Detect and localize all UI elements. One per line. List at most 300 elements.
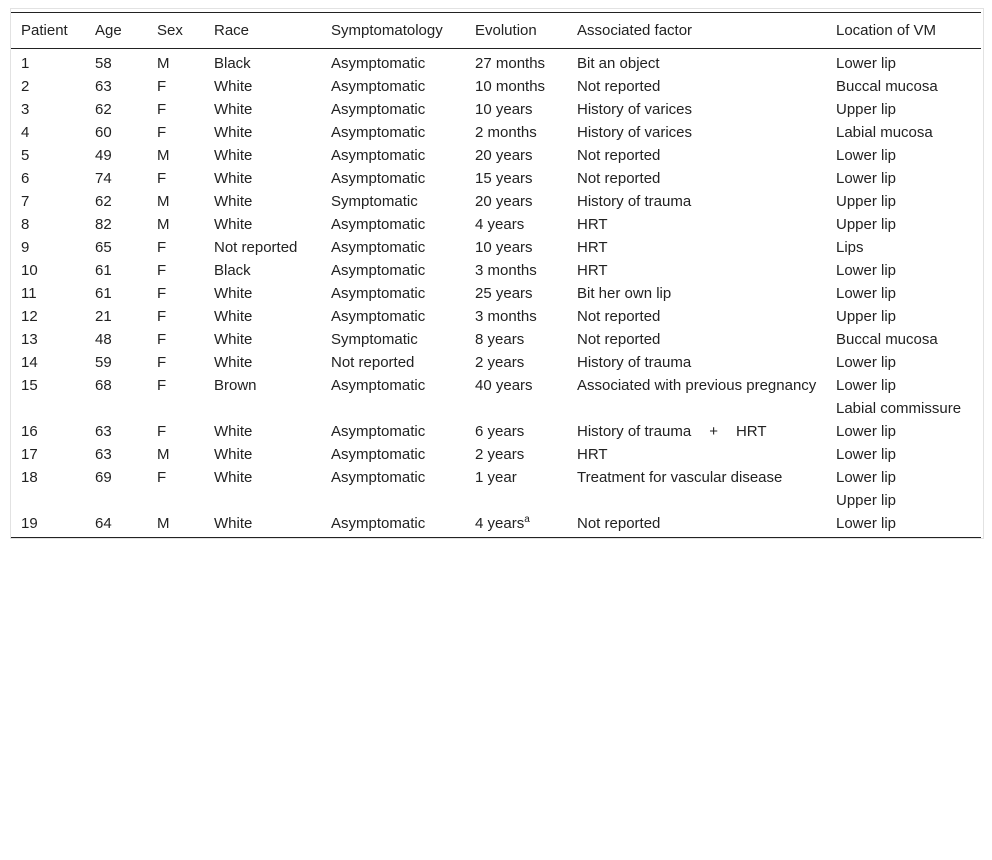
- cell-patient-text: 6: [21, 170, 30, 187]
- cell-symptomatology-text: Asymptomatic: [331, 469, 426, 486]
- cell-patient: [11, 305, 85, 328]
- cell-race-text: White: [214, 469, 253, 486]
- cell-symptomatology-text: Asymptomatic: [331, 446, 426, 463]
- cell-age-text: 61: [95, 262, 112, 279]
- cell-patient-text: 15: [21, 377, 38, 394]
- cell-location: [826, 489, 981, 512]
- cell-sex-text: M: [157, 515, 170, 532]
- cell-evolution-text: 8 years: [475, 331, 525, 348]
- cell-race: [204, 466, 321, 489]
- cell-race: [204, 121, 321, 144]
- cell-age: [85, 305, 147, 328]
- cell-patient: [11, 213, 85, 236]
- cell-evolution-text: 2 years: [475, 354, 525, 371]
- cell-race: [204, 512, 321, 538]
- cell-age: [85, 236, 147, 259]
- header-associated-factor: Associated factor: [577, 22, 693, 39]
- cell-location-text: Lower lip: [836, 55, 897, 72]
- cell-evolution: [465, 144, 567, 167]
- cell-location: [826, 466, 981, 489]
- table-body: [11, 49, 981, 538]
- cell-race-text: Black: [214, 55, 251, 72]
- cell-evolution: [465, 328, 567, 351]
- table-row: [11, 374, 981, 397]
- cell-sex-text: F: [157, 285, 167, 302]
- cell-associated-factor: [567, 351, 826, 374]
- cell-age: [85, 443, 147, 466]
- header-race: Race: [214, 22, 250, 39]
- cell-evolution: [465, 397, 567, 420]
- cell-evolution: [465, 305, 567, 328]
- cell-sex: [147, 443, 204, 466]
- cell-patient: [11, 466, 85, 489]
- cell-location: [826, 98, 981, 121]
- cell-race: [204, 167, 321, 190]
- cell-evolution-text: 3 months: [475, 262, 537, 279]
- cell-associated-factor: [567, 190, 826, 213]
- cell-sex-text: F: [157, 170, 167, 187]
- cell-patient: [11, 144, 85, 167]
- cell-patient: [11, 397, 85, 420]
- cell-location: [826, 397, 981, 420]
- cell-sex: [147, 374, 204, 397]
- cell-symptomatology: [321, 98, 465, 121]
- cell-patient-text: 12: [21, 308, 38, 325]
- cell-location-text: Labial commissure: [836, 400, 962, 417]
- cell-evolution: [465, 121, 567, 144]
- cell-patient-text: 5: [21, 147, 30, 164]
- cell-associated-factor-text: Not reported: [577, 170, 661, 187]
- cell-associated-factor-text: Associated with previous pregnancy: [577, 377, 817, 394]
- cell-patient: [11, 489, 85, 512]
- cell-associated-factor-text: HRT: [577, 239, 608, 256]
- cell-symptomatology: [321, 121, 465, 144]
- cell-sex: [147, 466, 204, 489]
- cell-age-text: 82: [95, 216, 112, 233]
- cell-symptomatology-text: Symptomatic: [331, 193, 418, 210]
- cell-symptomatology-text: Asymptomatic: [331, 262, 426, 279]
- cell-location-text: Lower lip: [836, 354, 897, 371]
- cell-sex: [147, 512, 204, 538]
- cell-evolution-text: 1 year: [475, 469, 517, 486]
- cell-age-text: 63: [95, 446, 112, 463]
- cell-evolution-text: 4 years: [475, 515, 525, 532]
- cell-associated-factor: [567, 512, 826, 538]
- cell-age-text: 65: [95, 239, 112, 256]
- cell-age: [85, 420, 147, 443]
- cell-evolution: [465, 190, 567, 213]
- cell-location-text: Lower lip: [836, 285, 897, 302]
- cell-evolution-text: 15 years: [475, 170, 533, 187]
- table-row: [11, 144, 981, 167]
- cell-location: [826, 282, 981, 305]
- cell-race: [204, 213, 321, 236]
- cell-location-text: Lower lip: [836, 147, 897, 164]
- cell-associated-factor-text: History of trauma: [577, 193, 692, 210]
- cell-symptomatology-text: Not reported: [331, 354, 415, 371]
- cell-evolution-text: 6 years: [475, 423, 525, 440]
- cell-sex-text: F: [157, 308, 167, 325]
- factor-part: HRT: [735, 423, 767, 440]
- header-location: Location of VM: [836, 22, 937, 39]
- cell-patient-text: 18: [21, 469, 38, 486]
- cell-location: [826, 213, 981, 236]
- cell-age: [85, 282, 147, 305]
- cell-associated-factor: [567, 167, 826, 190]
- cell-race-text: White: [214, 285, 253, 302]
- cell-associated-factor: [567, 305, 826, 328]
- cell-patient: [11, 75, 85, 98]
- cell-symptomatology: [321, 420, 465, 443]
- cell-age: [85, 75, 147, 98]
- cell-sex: [147, 167, 204, 190]
- cell-patient-text: 17: [21, 446, 38, 463]
- cell-sex-text: F: [157, 124, 167, 141]
- cell-symptomatology: [321, 512, 465, 538]
- cell-evolution-text: 2 years: [475, 446, 525, 463]
- cell-evolution: [465, 374, 567, 397]
- cell-evolution-text: 40 years: [475, 377, 533, 394]
- cell-patient: [11, 443, 85, 466]
- cell-patient: [11, 328, 85, 351]
- cell-sex-text: F: [157, 423, 167, 440]
- cell-evolution-text: 2 months: [475, 124, 537, 141]
- cell-sex-text: M: [157, 55, 170, 72]
- header-symptomatology: Symptomatology: [331, 22, 443, 39]
- cell-sex: [147, 213, 204, 236]
- cell-age: [85, 49, 147, 76]
- cell-symptomatology: [321, 443, 465, 466]
- cell-patient-text: 9: [21, 239, 30, 256]
- cell-patient-text: 19: [21, 515, 38, 532]
- cell-sex: [147, 282, 204, 305]
- cell-evolution: [465, 98, 567, 121]
- cell-evolution: [465, 75, 567, 98]
- cell-location: [826, 190, 981, 213]
- cell-location: [826, 75, 981, 98]
- cell-evolution: [465, 443, 567, 466]
- cell-age: [85, 121, 147, 144]
- header-evolution: Evolution: [475, 22, 537, 39]
- cell-race-text: White: [214, 170, 253, 187]
- cell-patient-text: 3: [21, 101, 30, 118]
- cell-evolution: [465, 259, 567, 282]
- cell-sex: [147, 98, 204, 121]
- cell-symptomatology-text: Asymptomatic: [331, 423, 426, 440]
- cell-age: [85, 351, 147, 374]
- cell-sex: [147, 489, 204, 512]
- cell-evolution: [465, 489, 567, 512]
- cell-symptomatology: [321, 351, 465, 374]
- cell-sex: [147, 351, 204, 374]
- cell-location: [826, 49, 981, 76]
- table-row: [11, 397, 981, 420]
- cell-location-text: Lower lip: [836, 515, 897, 532]
- cell-evolution-text: 4 years: [475, 216, 525, 233]
- cell-associated-factor-text: Not reported: [577, 308, 661, 325]
- cell-associated-factor: [567, 374, 826, 397]
- cell-patient-text: 4: [21, 124, 30, 141]
- cell-location: [826, 144, 981, 167]
- cell-associated-factor-text: Not reported: [577, 515, 661, 532]
- cell-race: [204, 75, 321, 98]
- cell-symptomatology-text: Asymptomatic: [331, 78, 426, 95]
- cell-race: [204, 397, 321, 420]
- cell-location: [826, 328, 981, 351]
- cell-race: [204, 420, 321, 443]
- cell-associated-factor: [567, 489, 826, 512]
- cell-race: [204, 49, 321, 76]
- cell-race: [204, 443, 321, 466]
- cell-evolution: [465, 420, 567, 443]
- cell-patient: [11, 351, 85, 374]
- table-row: [11, 75, 981, 98]
- cell-location-text: Buccal mucosa: [836, 78, 938, 95]
- cell-symptomatology: [321, 190, 465, 213]
- cell-age: [85, 397, 147, 420]
- cell-race-text: White: [214, 446, 253, 463]
- cell-associated-factor-text: Treatment for vascular disease: [577, 469, 783, 486]
- cell-associated-factor: [567, 98, 826, 121]
- cell-sex: [147, 397, 204, 420]
- cell-age: [85, 167, 147, 190]
- table-row: [11, 351, 981, 374]
- cell-associated-factor: [567, 443, 826, 466]
- cell-location: [826, 374, 981, 397]
- cell-sex-text: F: [157, 469, 167, 486]
- cell-patient: [11, 420, 85, 443]
- cell-sex: [147, 75, 204, 98]
- table-row: [11, 512, 981, 538]
- cell-associated-factor-text: History of trauma: [577, 354, 692, 371]
- cell-patient-text: 11: [21, 285, 37, 302]
- cell-patient-text: 16: [21, 423, 38, 440]
- cell-sex-text: F: [157, 262, 167, 279]
- cell-symptomatology: [321, 167, 465, 190]
- cell-symptomatology: [321, 236, 465, 259]
- cell-location-text: Labial mucosa: [836, 124, 933, 141]
- cell-patient: [11, 374, 85, 397]
- cell-patient: [11, 236, 85, 259]
- cell-age-text: 68: [95, 377, 112, 394]
- cell-age-text: 59: [95, 354, 112, 371]
- cell-race-text: White: [214, 193, 253, 210]
- cell-symptomatology: [321, 144, 465, 167]
- cell-sex-text: M: [157, 193, 170, 210]
- cell-associated-factor: [567, 466, 826, 489]
- cell-symptomatology: [321, 75, 465, 98]
- cell-symptomatology-text: Asymptomatic: [331, 124, 426, 141]
- cell-age-text: 63: [95, 423, 112, 440]
- cell-patient: [11, 190, 85, 213]
- cell-sex-text: F: [157, 377, 167, 394]
- cell-sex-text: F: [157, 78, 167, 95]
- cell-symptomatology-text: Asymptomatic: [331, 55, 426, 72]
- cell-race-text: White: [214, 423, 253, 440]
- cell-patient: [11, 259, 85, 282]
- cell-location: [826, 236, 981, 259]
- cell-associated-factor-text: Bit an object: [577, 55, 660, 72]
- cell-sex: [147, 144, 204, 167]
- cell-race-text: White: [214, 147, 253, 164]
- cell-race: [204, 190, 321, 213]
- cell-patient: [11, 512, 85, 538]
- plus-sign: +: [709, 423, 718, 440]
- cell-age: [85, 213, 147, 236]
- cell-race: [204, 351, 321, 374]
- cell-race: [204, 98, 321, 121]
- cell-age: [85, 98, 147, 121]
- cell-symptomatology-text: Asymptomatic: [331, 101, 426, 118]
- cell-sex: [147, 190, 204, 213]
- cell-sex: [147, 420, 204, 443]
- cell-location-text: Buccal mucosa: [836, 331, 938, 348]
- table-row: [11, 282, 981, 305]
- cell-evolution: [465, 512, 567, 538]
- vascular-malformation-table: [11, 12, 981, 538]
- cell-age: [85, 512, 147, 538]
- cell-race: [204, 374, 321, 397]
- cell-location: [826, 443, 981, 466]
- cell-location-text: Upper lip: [836, 193, 897, 210]
- cell-associated-factor-text: HRT: [577, 262, 608, 279]
- cell-symptomatology-text: Asymptomatic: [331, 377, 426, 394]
- cell-evolution-text: 10 years: [475, 239, 533, 256]
- cell-associated-factor: [567, 121, 826, 144]
- cell-sex-text: M: [157, 446, 170, 463]
- cell-location-text: Lips: [836, 239, 864, 256]
- cell-age: [85, 466, 147, 489]
- cell-sex-text: F: [157, 101, 167, 118]
- cell-race: [204, 144, 321, 167]
- cell-associated-factor-text: Not reported: [577, 78, 661, 95]
- cell-associated-factor: [567, 420, 826, 443]
- cell-race: [204, 489, 321, 512]
- table-row: [11, 190, 981, 213]
- cell-evolution-text: 10 years: [475, 101, 533, 118]
- cell-patient-text: 1: [21, 55, 30, 72]
- cell-race-text: White: [214, 101, 253, 118]
- cell-sex: [147, 328, 204, 351]
- cell-age-text: 64: [95, 515, 112, 532]
- cell-evolution: [465, 49, 567, 76]
- cell-symptomatology: [321, 259, 465, 282]
- cell-location-text: Upper lip: [836, 492, 897, 509]
- cell-race-text: White: [214, 331, 253, 348]
- cell-location: [826, 512, 981, 538]
- table-row: [11, 328, 981, 351]
- cell-associated-factor: [567, 75, 826, 98]
- table-header-row: [11, 13, 981, 49]
- cell-sex-text: F: [157, 239, 167, 256]
- footnote-marker: a: [524, 514, 530, 525]
- cell-age-text: 63: [95, 78, 112, 95]
- cell-location: [826, 259, 981, 282]
- cell-race-text: White: [214, 124, 253, 141]
- cell-associated-factor-text: History of varices: [577, 101, 693, 118]
- cell-sex: [147, 121, 204, 144]
- cell-patient: [11, 121, 85, 144]
- cell-associated-factor: [567, 282, 826, 305]
- cell-patient: [11, 98, 85, 121]
- cell-age-text: 21: [95, 308, 112, 325]
- cell-evolution: [465, 236, 567, 259]
- cell-location-text: Upper lip: [836, 216, 897, 233]
- cell-associated-factor-text: History of varices: [577, 124, 693, 141]
- cell-location-text: Lower lip: [836, 170, 897, 187]
- cell-location: [826, 305, 981, 328]
- cell-age-text: 61: [95, 285, 112, 302]
- cell-age-text: 62: [95, 193, 112, 210]
- cell-age-text: 60: [95, 124, 112, 141]
- cell-evolution-text: 20 years: [475, 147, 533, 164]
- cell-age: [85, 328, 147, 351]
- cell-associated-factor: [567, 236, 826, 259]
- cell-symptomatology: [321, 489, 465, 512]
- cell-patient-text: 14: [21, 354, 38, 371]
- cell-age-text: 74: [95, 170, 112, 187]
- table-row: [11, 305, 981, 328]
- cell-location: [826, 167, 981, 190]
- cell-location: [826, 121, 981, 144]
- cell-sex: [147, 236, 204, 259]
- cell-location: [826, 351, 981, 374]
- cell-associated-factor: [567, 144, 826, 167]
- cell-location-text: Upper lip: [836, 101, 897, 118]
- cell-evolution: [465, 351, 567, 374]
- cell-sex-text: M: [157, 147, 170, 164]
- cell-symptomatology-text: Asymptomatic: [331, 170, 426, 187]
- cell-symptomatology: [321, 49, 465, 76]
- table-row: [11, 489, 981, 512]
- table-row: [11, 236, 981, 259]
- cell-race: [204, 328, 321, 351]
- cell-evolution-text: 27 months: [475, 55, 546, 72]
- cell-sex-text: F: [157, 354, 167, 371]
- cell-location-text: Lower lip: [836, 262, 897, 279]
- table-row: [11, 121, 981, 144]
- cell-associated-factor: [567, 49, 826, 76]
- cell-age: [85, 259, 147, 282]
- cell-race: [204, 236, 321, 259]
- cell-symptomatology: [321, 374, 465, 397]
- cell-sex: [147, 49, 204, 76]
- cell-age-text: 48: [95, 331, 112, 348]
- cell-symptomatology-text: Asymptomatic: [331, 147, 426, 164]
- cell-symptomatology-text: Asymptomatic: [331, 308, 426, 325]
- cell-age-text: 58: [95, 55, 112, 72]
- cell-associated-factor: [567, 259, 826, 282]
- cell-location-text: Lower lip: [836, 377, 897, 394]
- cell-race-text: White: [214, 78, 253, 95]
- table-row: [11, 259, 981, 282]
- cell-associated-factor-text: HRT: [577, 216, 608, 233]
- cell-age: [85, 144, 147, 167]
- cell-location-text: Lower lip: [836, 446, 897, 463]
- cell-associated-factor-text: Not reported: [577, 147, 661, 164]
- cell-patient-text: 10: [21, 262, 38, 279]
- cell-symptomatology: [321, 213, 465, 236]
- table-row: [11, 213, 981, 236]
- cell-patient: [11, 282, 85, 305]
- cell-symptomatology-text: Asymptomatic: [331, 216, 426, 233]
- cell-sex-text: M: [157, 216, 170, 233]
- factor-part: History of trauma: [577, 423, 692, 440]
- cell-symptomatology: [321, 328, 465, 351]
- cell-patient: [11, 167, 85, 190]
- cell-race: [204, 305, 321, 328]
- cell-symptomatology-text: Asymptomatic: [331, 239, 426, 256]
